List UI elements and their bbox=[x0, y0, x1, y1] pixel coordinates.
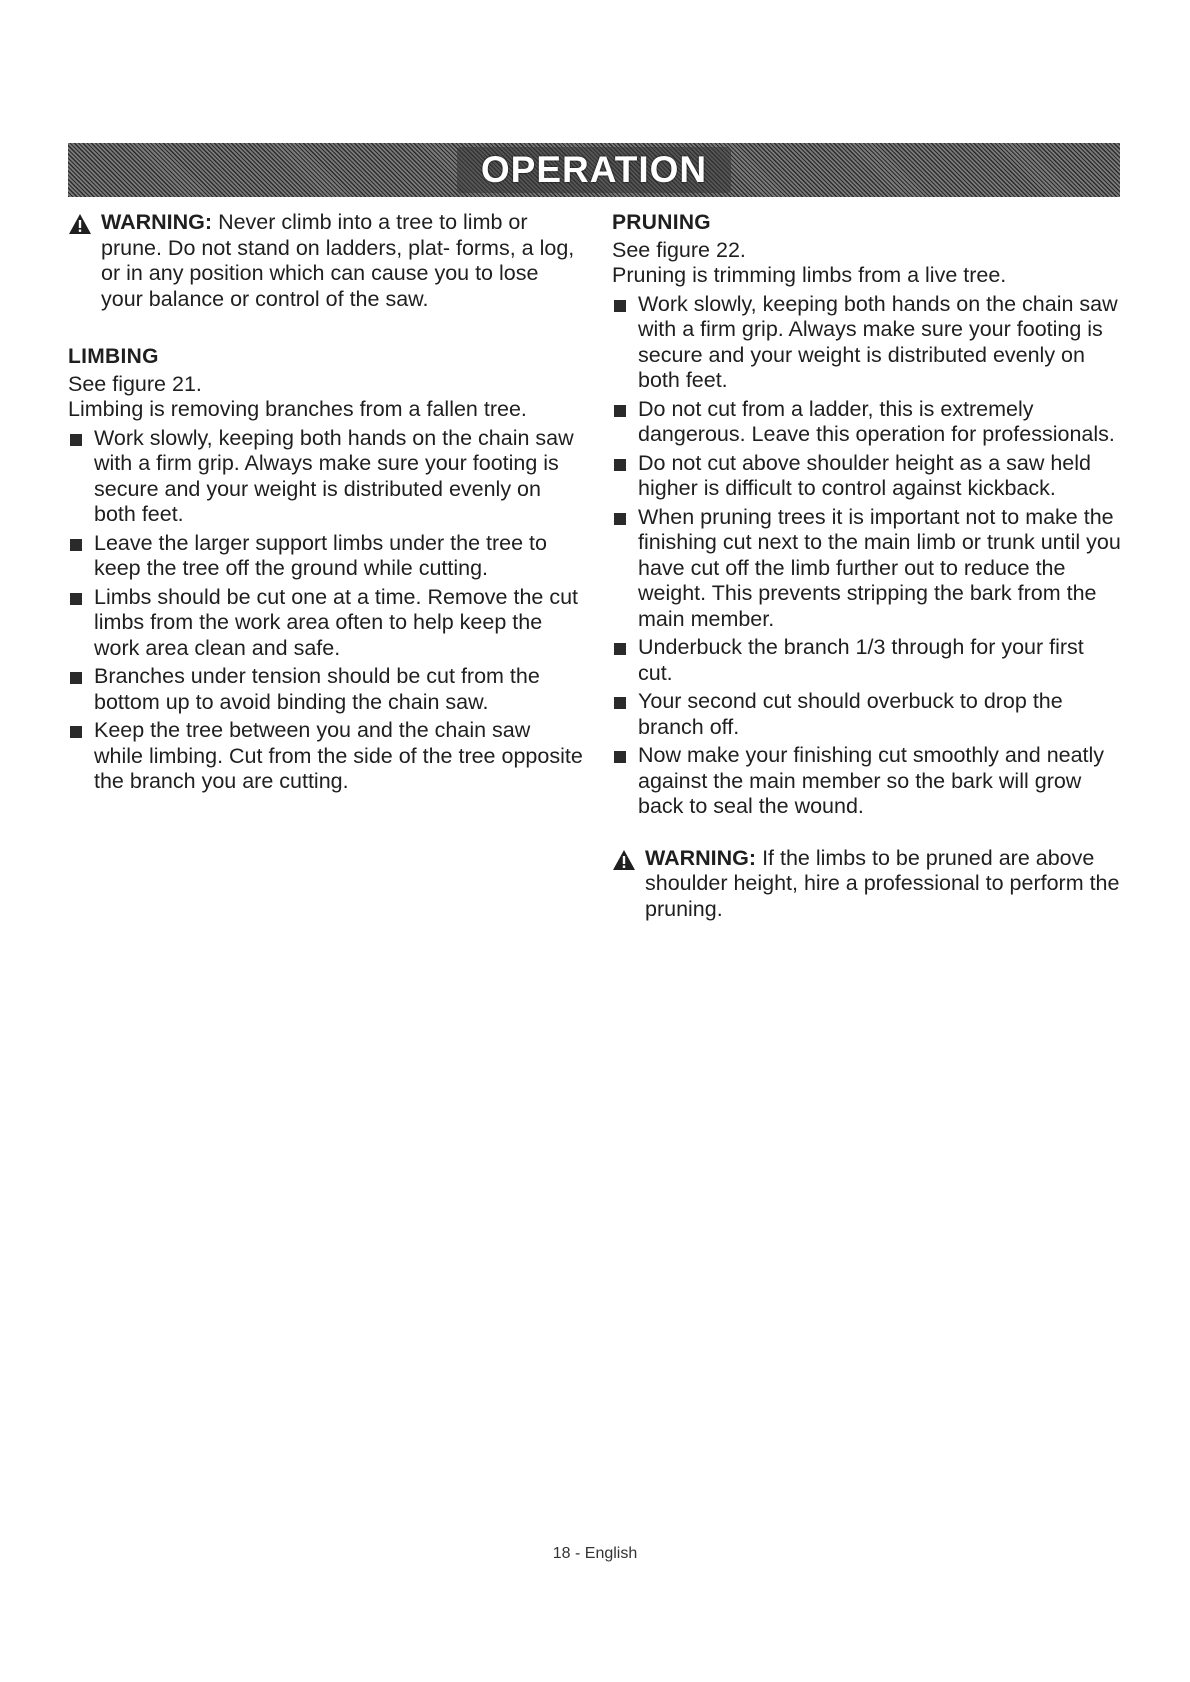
bullet-square-icon bbox=[614, 459, 626, 471]
page-number: 18 - English bbox=[552, 1545, 638, 1562]
section-header-bar bbox=[68, 143, 1120, 197]
limbing-see-figure: See figure 21. bbox=[68, 371, 202, 396]
list-item bbox=[68, 664, 583, 715]
pruning-intro: Pruning is trimming limbs from a live tree. bbox=[612, 263, 1007, 287]
warning-text: If the limbs to be pruned are above shoulder height, hire a professional to perform the pruning. bbox=[645, 845, 1120, 921]
list-item bbox=[612, 292, 1124, 394]
warning-triangle-icon bbox=[612, 849, 636, 871]
bullet-text: Underbuck the branch 1/3 through for your first cut. bbox=[638, 635, 1084, 685]
pruning-heading: PRUNING bbox=[612, 211, 711, 234]
bullet-text: Leave the larger support limbs under the tree to keep the tree off the ground while cutting. bbox=[94, 530, 547, 580]
bullet-text: Branches under tension should be cut from the bottom up to avoid binding the chain saw. bbox=[94, 664, 540, 714]
bullet-square-icon bbox=[70, 593, 82, 605]
bullet-square-icon bbox=[614, 405, 626, 417]
bullet-text: Do not cut above shoulder height as a saw held higher is difficult to control against kickback. bbox=[638, 450, 1091, 500]
list-item bbox=[612, 743, 1124, 820]
warning-triangle-icon bbox=[68, 213, 92, 235]
bullet-text: Do not cut from a ladder, this is extremely dangerous. Leave this operation for professionals. bbox=[638, 396, 1115, 446]
bullet-square-icon bbox=[70, 434, 82, 446]
pruning-warning bbox=[612, 846, 1124, 923]
bullet-square-icon bbox=[70, 672, 82, 684]
bullet-text: Limbs should be cut one at a time. Remove the cut limbs from the work area often to help keep the work area clean and safe. bbox=[94, 584, 579, 660]
bullet-square-icon bbox=[614, 513, 626, 525]
list-item bbox=[612, 451, 1124, 502]
right-column bbox=[612, 210, 1124, 922]
bullet-text: Keep the tree between you and the chain saw while limbing. Cut from the side of the tree opposite the branch you are cutting. bbox=[94, 718, 583, 793]
left-column bbox=[68, 210, 583, 798]
list-item bbox=[612, 397, 1124, 448]
bullet-text: When pruning trees it is important not to make the finishing cut next to the main limb or trunk until you have cut off the limb further out to reduce the weight. This prevents stripping the bark from the main member. bbox=[638, 504, 1121, 631]
bullet-square-icon bbox=[70, 726, 82, 738]
bullet-square-icon bbox=[614, 697, 626, 709]
limbing-intro: Limbing is removing branches from a fallen tree. bbox=[68, 397, 527, 421]
warning-label: WARNING: bbox=[101, 210, 213, 234]
list-item bbox=[612, 635, 1124, 686]
list-item bbox=[612, 689, 1124, 740]
pruning-see-figure: See figure 22. bbox=[612, 237, 746, 262]
bullet-square-icon bbox=[70, 539, 82, 551]
list-item bbox=[612, 505, 1124, 633]
list-item bbox=[68, 426, 583, 528]
list-item bbox=[68, 531, 583, 582]
page-title: OPERATION bbox=[457, 147, 731, 193]
pruning-bullet-list bbox=[612, 292, 1124, 820]
bullet-square-icon bbox=[614, 751, 626, 763]
limbing-warning bbox=[68, 210, 583, 312]
list-item bbox=[68, 585, 583, 662]
limbing-heading: LIMBING bbox=[68, 345, 159, 368]
warning-text: Never climb into a tree to limb or prune. Do not stand on ladders, plat- forms, a log, or in any position which can cause you to lose your balance or control of the saw. bbox=[101, 210, 575, 311]
bullet-text: Work slowly, keeping both hands on the chain saw with a firm grip. Always make sure your footing is secure and your weight is distributed evenly on both feet. bbox=[94, 425, 574, 526]
bullet-square-icon bbox=[614, 300, 626, 312]
bullet-text: Now make your finishing cut smoothly and neatly against the main member so the bark will grow back to seal the wound. bbox=[638, 743, 1105, 818]
warning-label: WARNING: bbox=[645, 845, 757, 870]
bullet-square-icon bbox=[614, 643, 626, 655]
bullet-text: Work slowly, keeping both hands on the chain saw with a firm grip. Always make sure your footing is secure and your weight is distributed evenly on both feet. bbox=[638, 291, 1118, 392]
list-item bbox=[68, 718, 583, 795]
limbing-bullet-list bbox=[68, 426, 583, 795]
bullet-text: Your second cut should overbuck to drop the branch off. bbox=[638, 689, 1063, 739]
